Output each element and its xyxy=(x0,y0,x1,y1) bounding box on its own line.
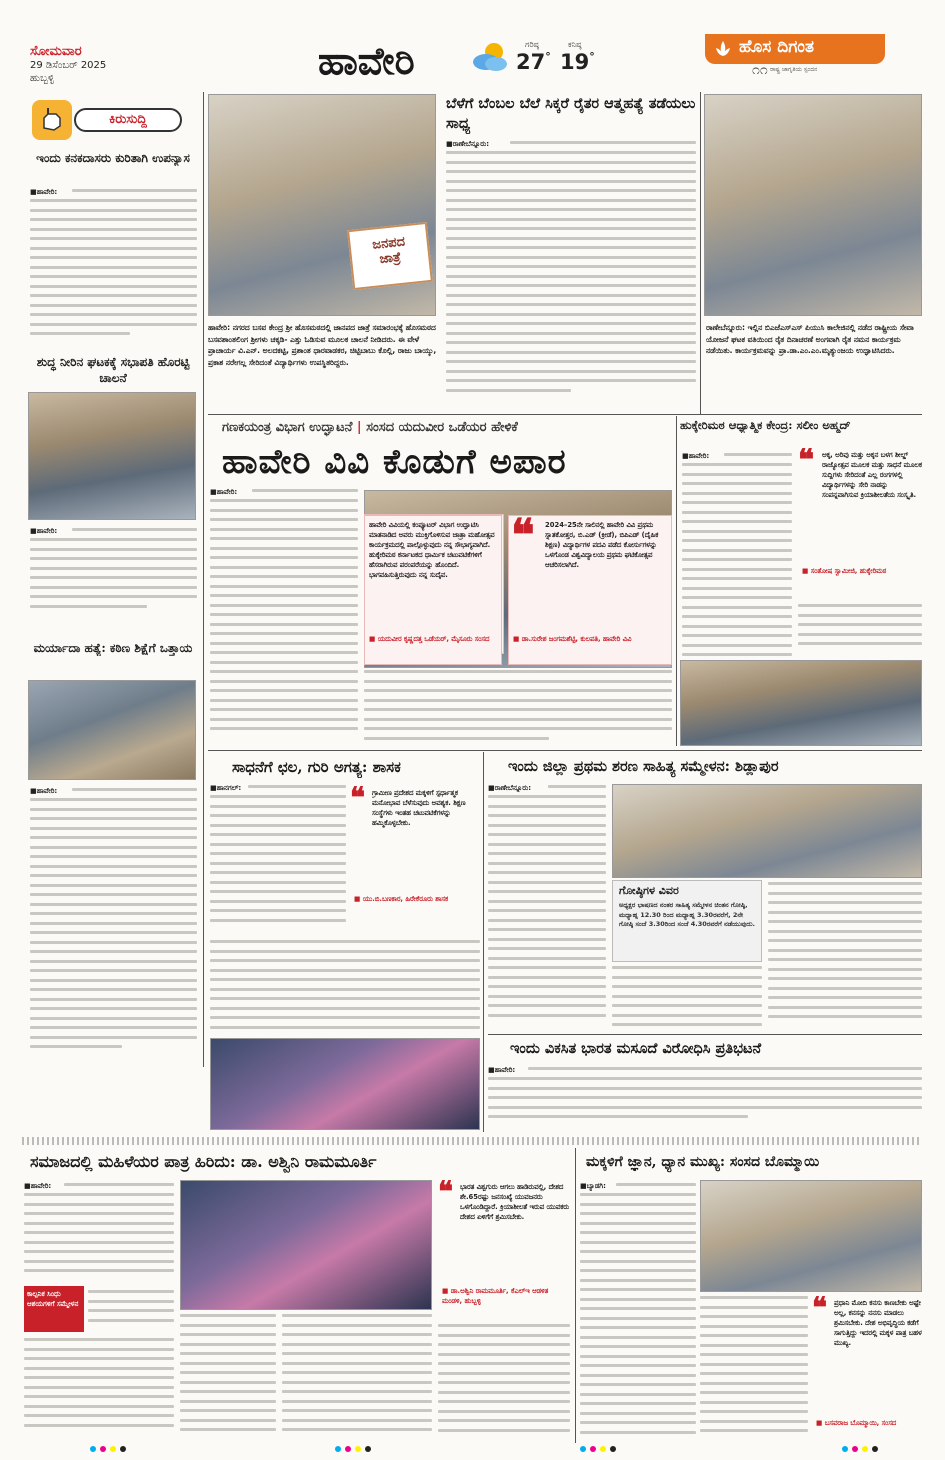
sharana-headline: ಇಂದು ಜಿಲ್ಲಾ ಪ್ರಥಮ ಶರಣ ಸಾಹಿತ್ಯ ಸಮ್ಮೇಳನ: ಶಿಡ್ಲಾಪುರ xyxy=(508,758,779,775)
jatre-banner-line1: ಜನಪದ xyxy=(371,234,406,253)
min-temp: 19° xyxy=(560,50,595,74)
saadhane-body xyxy=(248,785,346,793)
registration-marks-right xyxy=(842,1446,878,1452)
kirusuddi-label xyxy=(74,108,182,132)
saadhane-headline: ಸಾಧನೆಗೆ ಛಲ, ಗುರಿ ಅಗತ್ಯ: ಶಾಸಕ xyxy=(232,758,401,776)
main-body-1-cont xyxy=(210,499,358,744)
makkalige-dateline: ■ಬ್ಯಾಡಗಿ: xyxy=(580,1182,606,1190)
hukkerimath-quote-text: ಅಕ್ಕ, ಅರಿವು ಮತ್ತು ಅಕ್ಕನ ಬಳಗ ಶೀಲ್ಡ್ ರಾಜ್ಯೋತ್ಸವ ಮೂಲಕ ಮತ್ತು ಸಾಧನೆ ಮೂಲಕ ಸುದ್ದಿಗಳು ಸೇರಿದಂತೆ ಎಲ್ಲ ರಂಗಗಳಲ್ಲಿ ವಿದ್ಯಾರ್ಥಿಗಳನ್ನು ಸೇರಿ ನಾಡನ್ನು ಸಂಪನ್ನವಾಗಿಸುವ ಕ್ರಿಯಾಶೀಲತೆಯ ಸಂಸ್ಕೃತಿ. xyxy=(822,451,922,499)
mahila-body-5 xyxy=(282,1314,432,1440)
item1-body-cont xyxy=(30,199,197,344)
item3-photo xyxy=(28,680,196,780)
sharana-body-3 xyxy=(612,966,762,1031)
main-kicker-left: ಗಣಕಯಂತ್ರ ವಿಭಾಗ ಉದ್ಘಾಟನೆ xyxy=(222,420,353,435)
min-temp-label: ಕನಿಷ್ಠ xyxy=(568,40,582,49)
hukkerimath-headline: ಹುಕ್ಕೇರಿಮಠ ಆಧ್ಯಾತ್ಮಿಕ ಕೇಂದ್ರ: ಸಲೀಂ ಅಹ್ಮದ್ xyxy=(680,418,851,432)
mahila-body-cont xyxy=(24,1193,174,1283)
mahila-photo xyxy=(180,1180,432,1310)
masthead-date: 29 ಡಿಸೆಂಬರ್ 2025 xyxy=(30,60,107,71)
quote-mark-icon: ❝ xyxy=(812,1296,828,1324)
hukkerimath-photo xyxy=(680,660,922,746)
saadhane-quote-text: ಗ್ರಾಮೀಣ ಪ್ರದೇಶದ ಮಕ್ಕಳಿಗೆ ಸ್ಪರ್ಧಾತ್ಮಕ ಮನೋಭಾವ ಬೆಳೆಸುವುದು ಅವಶ್ಯಕ. ಶಿಕ್ಷಣ ಸಂಸ್ಥೆಗಳು ಇಂತಹ ಚಟುವಟಿಕೆಗಳನ್ನು ಹಮ್ಮಿಕೊಳ್ಳಬೇಕು. xyxy=(372,789,466,827)
saadhane-dateline: ■ಹಾನಗಲ್: xyxy=(210,784,242,792)
item1-dateline: ■ಹಾವೇರಿ: xyxy=(30,188,58,196)
item3-body xyxy=(72,788,197,796)
kirusuddi-header xyxy=(32,100,182,140)
main-kicker-right: ಸಂಸದ ಯದುವೀರ ಒಡೆಯರ ಹೇಳಿಕೆ xyxy=(366,420,518,435)
saadhane-photo xyxy=(210,1038,480,1130)
vc-quote-text: 2024–25ನೇ ಸಾಲಿನಲ್ಲಿ ಹಾವೇರಿ ವಿವಿ ಪ್ರಥಮ ಸ್ನಾತಕೋತ್ತರ, ಬಿ.ಎಡ್ (ಕ್ರೀಡೆ), ಬಿಪಿಎಡ್ (ದೈಹಿಕ ಶಿಕ್ಷಣ) ವಿದ್ಯಾರ್ಥಿಗಳ ಪದವಿ ಪಡೆದ ಕೋರ್ಸುಗಳನ್ನು ಒಳಗೊಂಡ ವಿಶ್ವವಿದ್ಯಾಲಯ ಪ್ರಥಮ ಘಟಿಕೋತ್ಸವ ಆಚರಿಸಲಾಗಿದೆ. xyxy=(545,521,659,569)
makkalige-headline: ಮಕ್ಕಳಿಗೆ ಜ್ಞಾನ, ಧ್ಯಾನ ಮುಖ್ಯ: ಸಂಸದ ಬೊಮ್ಮಾಯಿ xyxy=(586,1154,820,1170)
hukkerimath-body-2 xyxy=(798,604,922,656)
mahila-dateline: ■ಹಾವೇರಿ: xyxy=(24,1182,52,1190)
masthead-day: ಸೋಮವಾರ xyxy=(30,44,82,59)
brand-tagline: ರಾಷ್ಟ್ರ ಜಾಗೃತಿಯ ಸ್ಪಂದನ xyxy=(770,66,818,73)
makkalige-quote-text: ಪ್ರಧಾನಿ ಮೋದಿ ಕನಸು ಕಾಣಬೇಕು ಅಷ್ಟೇ ಅಲ್ಲ, ಕನಸನ್ನು ನನಸು ಮಾಡಲು ಶ್ರಮಿಸಬೇಕು. ದೇಶ ಅಭಿವೃದ್ಧಿಯ ಕಡೆಗೆ ಸಾಗುತ್ತಿದ್ದು ಇದರಲ್ಲಿ ಮಕ್ಕಳ ಪಾತ್ರ ಬಹಳ ಮುಖ್ಯ. xyxy=(834,1299,922,1347)
registration-marks-left xyxy=(90,1446,126,1452)
item3-title: ಮರ್ಯಾದಾ ಹತ್ಯೆ: ಕಠಿಣ ಶಿಕ್ಷೆಗೆ ಒತ್ತಾಯ xyxy=(33,641,193,655)
registration-marks-center xyxy=(335,1446,371,1452)
mid-section-rule xyxy=(208,750,922,751)
mahila-quote xyxy=(438,1180,570,1320)
makkalige-body xyxy=(616,1183,696,1191)
sharana-body-2 xyxy=(768,882,922,1032)
vc-quote-by: ■ ಡಾ.ಸುರೇಶ ಜಂಗಮಶೆಟ್ಟಿ, ಕುಲಪತಿ, ಹಾವೇರಿ ವಿವಿ xyxy=(513,635,632,643)
mahila-headline: ಸಮಾಜದಲ್ಲಿ ಮಹಿಳೆಯರ ಪಾತ್ರ ಹಿರಿದು: ಡಾ. ಅಶ್ವಿನಿ ರಾಮಮೂರ್ತಿ xyxy=(30,1152,377,1171)
masthead-title: ಹಾವೇರಿ xyxy=(318,39,415,83)
mahila-body-3 xyxy=(24,1338,174,1440)
brand-name: ಹೊಸ ದಿಗಂತ xyxy=(739,37,814,57)
vc-quote xyxy=(508,515,672,665)
hukkerimath-body xyxy=(724,453,792,461)
item3-body-cont xyxy=(30,798,197,1063)
main-body-3 xyxy=(364,670,672,745)
lotus-icon xyxy=(713,39,733,59)
top-section-rule xyxy=(208,414,922,415)
jatre-banner-line2: ಜಾತ್ರೆ xyxy=(378,249,402,268)
quote-mark-icon: ❝ xyxy=(798,448,815,478)
quote-mark-icon: ❝ xyxy=(438,1180,454,1208)
hukkerimath-quote xyxy=(798,448,922,598)
mahila-body-6 xyxy=(438,1324,570,1440)
saadhane-body-2 xyxy=(210,940,480,1035)
left-column-rule xyxy=(203,92,204,1067)
viksit-headline: ಇಂದು ವಿಕಸಿತ ಭಾರತ ಮಸೂದೆ ವಿರೋಧಿಸಿ ಪ್ರತಿಭಟನೆ xyxy=(510,1040,762,1057)
mahila-body xyxy=(64,1183,174,1191)
belege-body xyxy=(510,141,696,149)
item2-photo xyxy=(28,392,196,520)
masthead xyxy=(0,0,945,88)
mahila-body-2 xyxy=(88,1290,174,1334)
hukkerimath-quote-by: ■ ಸಂತೋಷ ಸ್ವಾಮೀಜಿ, ಹುಕ್ಕೇರಿಮಠ xyxy=(802,567,887,575)
makkalige-body-cont xyxy=(580,1193,696,1441)
main-story-rule xyxy=(676,416,677,746)
belege-dateline: ■ರಾಣೇಬೆನ್ನೂರು: xyxy=(446,140,489,148)
viksit-dateline: ■ಹಾವೇರಿ: xyxy=(488,1066,516,1074)
saadhane-quote-by: ■ ಯು.ಬಿ.ಬಣಕಾರ, ಹಿರೇಕೆರೂರು ಶಾಸಕ xyxy=(354,895,449,903)
hand-icon xyxy=(32,100,72,140)
makkalige-quote xyxy=(812,1296,922,1441)
item2-body xyxy=(72,528,197,536)
item1-title: ಇಂದು ಕನಕದಾಸರು ಕುರಿತಾಗಿ ಉಪನ್ಯಾಸ xyxy=(36,151,190,165)
partly-cloudy-icon xyxy=(470,40,510,74)
main-headline: ಹಾವೇರಿ ವಿವಿ ಕೊಡುಗೆ ಅಪಾರ xyxy=(222,442,567,482)
belege-headline: ಬೆಳೆಗೆ ಬೆಂಬಲ ಬೆಲೆ ಸಿಕ್ಕರೆ ರೈತರ ಆತ್ಮಹತ್ಯೆ ತಡೆಯಲು ಸಾಧ್ಯ xyxy=(446,95,696,132)
jatre-caption: ಹಾವೇರಿ: ನಗರದ ಬಸವ ಕೇಂದ್ರ ಶ್ರೀ ಹೊಸಮಠದಲ್ಲಿ ಜಾನಪದ ಜಾತ್ರೆ ಸಮಾರಂಭಕ್ಕೆ ಹೊಸಮಠದ ಬಸವಶಾಂತಲಿಂಗ ಶ್ರೀಗಳು ಚಕ್ಕಡಿ- ಎತ್ತು ಓಡಿಸುವ ಮೂಲಕ ಚಾಲನೆ ನೀಡಿದರು. ಈ ವೇಳೆ ಪ್ರಾಚಾರ್ಯ ವಿ.ಎನ್. ಅಲದಕಟ್ಟಿ, ಪ್ರಶಾಂತ ಧಾರವಾಡಕರ, ಚಿಟ್ಟಿಬಾಬು ಕೊಲ್ಲಿ, ರಾಜು ಬಾಯ್ಕು, ಪ್ರಕಾಶ ನರೇಗಲ್ಲ ಸೇರಿದಂತೆ ವಿದ್ಯಾರ್ಥಿಗಳು ಉಪಸ್ಥಿತರಿದ್ದರು. xyxy=(208,323,437,367)
section-divider-stripe xyxy=(22,1137,922,1145)
saadhane-rule xyxy=(483,752,484,1132)
viksit-rule xyxy=(488,1034,922,1035)
sharana-box xyxy=(612,880,762,962)
kirusuddi-title: ಕಿರುಸುದ್ದಿ xyxy=(109,112,147,127)
sharana-box-title: ಗೋಷ್ಠಿಗಳ ವಿವರ xyxy=(619,884,679,897)
jatre-banner xyxy=(347,222,433,290)
quote-mark-icon: ❝ xyxy=(350,786,366,814)
item2-dateline: ■ಹಾವೇರಿ: xyxy=(30,527,58,535)
item3-dateline: ■ಹಾವೇರಿ: xyxy=(30,787,58,795)
sharana-body xyxy=(548,785,606,793)
main-kicker: ಗಣಕಯಂತ್ರ ವಿಭಾಗ ಉದ್ಘಾಟನೆ | ಸಂಸದ ಯದುವೀರ ಒಡೆಯರ ಹೇಳಿಕೆ xyxy=(222,420,518,435)
item2-title: ಶುದ್ಧ ನೀರಿನ ಘಟಕಕ್ಕೆ ಸಭಾಪತಿ ಹೊರಟ್ಟಿ ಚಾಲನೆ xyxy=(36,355,190,385)
ranebennur-caption: ರಾಣೇಬೆನ್ನೂರು: ಇಲ್ಲಿನ ಬಿಎಜೆಎಸ್ಎಸ್ ಪಿಯುಸಿ ಕಾಲೇಜಿನಲ್ಲಿ ನಡೆದ ರಾಷ್ಟ್ರೀಯ ಸೇವಾ ಯೋಜನೆ ಘಟಕ ವತಿಯಿಂದ ರೈತ ದಿನಾಚರಣೆ ಅಂಗವಾಗಿ ರೈತ ನಮನ ಕಾರ್ಯಕ್ರಮ ನಡೆಯಿತು. ಕಾರ್ಯಕ್ರಮವನ್ನು ಪ್ರಾ.ಡಾ.ಎಂ.ಎಂ.ಮೃತ್ಯುಂಜಯ ಉದ್ಘಾಟಿಸಿದರು. xyxy=(706,323,914,355)
saadhane-body-cont xyxy=(210,795,346,935)
viksit-body xyxy=(528,1067,922,1075)
mahila-body-4 xyxy=(180,1314,276,1440)
mahila-quote-by: ■ ಡಾ.ಅಶ್ವಿನಿ ರಾಮಮೂರ್ತಿ, ಕೆಎಲ್ಇ ಆಡಳಿತ ಮಂಡಳಿ, ಹುಬ್ಬಳ್ಳಿ xyxy=(442,1287,549,1305)
registration-marks-center-2 xyxy=(580,1446,616,1452)
item1-body xyxy=(72,189,197,197)
main-body-1 xyxy=(252,489,358,497)
page-number: ೧೧ xyxy=(752,62,768,78)
quote-mark-icon: ❝ xyxy=(511,515,535,561)
belege-body-cont xyxy=(446,151,696,411)
saadhane-quote xyxy=(350,786,480,926)
mahila-rule xyxy=(575,1148,576,1443)
sharana-dateline: ■ರಾಣೇಬೆನ್ನೂರು: xyxy=(488,784,531,792)
belege-rule xyxy=(700,92,701,414)
mahila-quote-text: ಭಾರತ ವಿಶ್ವಗುರು ಆಗಲು ಹಾಡಿರುವಲ್ಲಿ, ದೇಶದ ಶೇ.65ರಷ್ಟು ಜನಸಂಖ್ಯೆ ಯುವಜನರು ಒಳಗೊಂಡಿದ್ದಾರೆ. ಕ್ರಿಯಾಶೀಲತೆ ಇರುವ ಯುವಕರು ದೇಶದ ಏಳಿಗೆಗೆ ಶ್ರಮಿಸಬೇಕು. xyxy=(460,1183,570,1221)
sharana-body-cont xyxy=(488,795,606,1030)
main-dateline: ■ಹಾವೇರಿ: xyxy=(210,488,238,496)
item2-body-cont xyxy=(30,538,197,618)
makkalige-photo xyxy=(700,1180,922,1292)
ranebennur-photo xyxy=(704,94,922,316)
max-temp: 27° xyxy=(516,50,551,74)
masthead-city: ಹುಬ್ಬಳ್ಳಿ xyxy=(30,73,55,84)
brand-logo xyxy=(705,34,885,64)
yaduveer-quote xyxy=(364,515,502,665)
max-temp-label: ಗರಿಷ್ಠ xyxy=(525,40,539,49)
mahila-tag xyxy=(24,1286,84,1332)
mahila-tag-text: ಕಾಲ್ಪನಿಕ ಸಿಂಧು ಆಶಯಗಳಿಗೆ ಸಮ್ಮೇಳನ xyxy=(27,1290,79,1308)
hukkerimath-dateline: ■ಹಾವೇರಿ: xyxy=(682,452,710,460)
yaduveer-quote-text: ಹಾವೇರಿ ವಿವಿಯಲ್ಲಿ ಕಂಪ್ಯೂಟರ್ ವಿಭಾಗ ಉದ್ಘಾಟಿಸಿ ಮಾತನಾಡಿದ ಅವರು ಮುಕ್ತಿಗೊಳಿಸುವ ಜಾತ್ರಾ ಮಹೋತ್ಸವ ಕಾರ್ಯಕ್ರಮದಲ್ಲಿ ಪಾಲ್ಗೊಳ್ಳುವುದು ನನ್ನ ಸೌಭಾಗ್ಯವಾಗಿದೆ. ಹುಕ್ಕೇರಿಮಠ ಕರ್ನಾಟಕದ ಧಾರ್ಮಿಕ ಚಟುವಟಿಕೆಗಳಿಗೆ ಹೆಸರಾಗಿರುವ ಪರಂಪರೆಯನ್ನು ಹೊಂದಿದೆ. ಭಾಗವಹಿಸುತ್ತಿರುವುದು ನನ್ನ ಸುದೈವ. xyxy=(369,521,495,579)
sharana-box-text: ಅಧ್ಯಕ್ಷರ ಭಾಷಣದ ನಂತರ ಸಾಹಿತ್ಯ ಸಮ್ಮೇಳನ ಚಿಂತನ ಗೋಷ್ಠಿ, ಮಧ್ಯಾಹ್ನ 12.30 ರಿಂದ ಮಧ್ಯಾಹ್ನ 3.30ರವರೆಗೆ, 2ನೇ ಗೋಷ್ಠಿ ಸಂಜೆ 3.30ರಿಂದ ಸಂಜೆ 4.30ರವರೆಗೆ ನಡೆಯುವುದು. xyxy=(619,901,755,928)
kirusuddi-column xyxy=(22,92,202,1067)
viksit-body-cont xyxy=(488,1077,922,1132)
sharana-photo xyxy=(612,784,922,878)
makkalige-body-2 xyxy=(700,1296,808,1441)
makkalige-quote-by: ■ ಬಸವರಾಜ ಬೊಮ್ಮಾಯಿ, ಸಂಸದ xyxy=(816,1419,897,1427)
yaduveer-quote-by: ■ ಯದುವೀರ ಕೃಷ್ಣದತ್ತ ಒಡೆಯರ್, ಮೈಸೂರು ಸಂಸದ xyxy=(369,635,490,643)
